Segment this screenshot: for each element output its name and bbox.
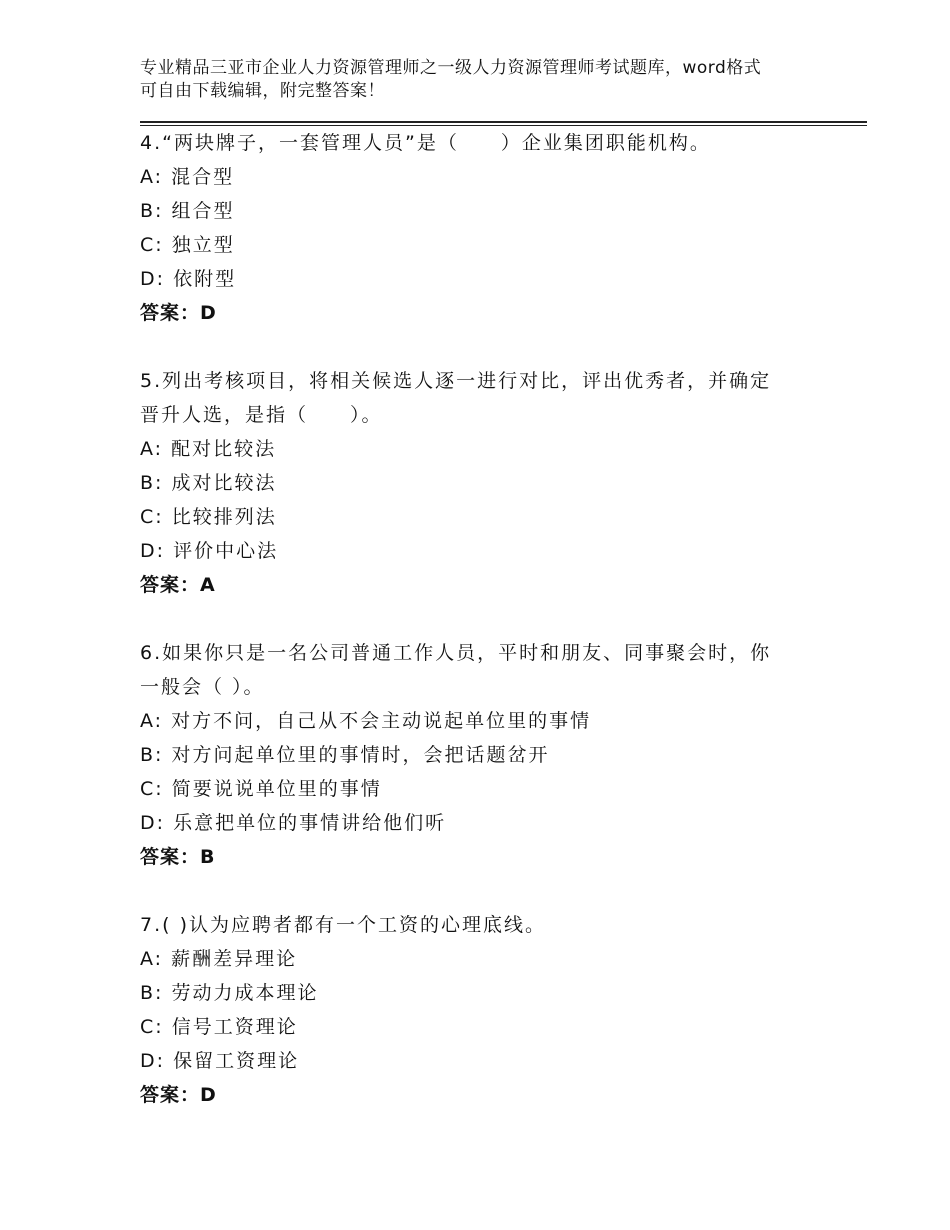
option-b: B: 成对比较法 bbox=[140, 472, 277, 494]
question-6 bbox=[140, 636, 820, 874]
option-b: B: 劳动力成本理论 bbox=[140, 982, 319, 1004]
question-text-continued: 晋升人选，是指（ ）。 bbox=[140, 404, 383, 426]
option-a: A: 配对比较法 bbox=[140, 438, 277, 460]
option-a: A: 混合型 bbox=[140, 166, 235, 188]
option-a: A: 对方不问，自己从不会主动说起单位里的事情 bbox=[140, 710, 592, 732]
answer: 答案：B bbox=[140, 846, 216, 868]
option-b: B: 组合型 bbox=[140, 200, 235, 222]
option-d: D: 保留工资理论 bbox=[140, 1050, 300, 1072]
option-d: D: 依附型 bbox=[140, 268, 237, 290]
option-a: A: 薪酬差异理论 bbox=[140, 948, 298, 970]
question-4 bbox=[140, 126, 820, 330]
option-c: C: 独立型 bbox=[140, 234, 235, 256]
question-text: 6.如果你只是一名公司普通工作人员，平时和朋友、同事聚会时，你 bbox=[140, 642, 772, 664]
question-list bbox=[140, 126, 820, 1146]
question-text-continued: 一般会（ ）。 bbox=[140, 676, 265, 698]
option-b: B: 对方问起单位里的事情时，会把话题岔开 bbox=[140, 744, 550, 766]
option-c: C: 信号工资理论 bbox=[140, 1016, 298, 1038]
header-line-2: 可自由下载编辑，附完整答案！ bbox=[140, 81, 385, 101]
option-d: D: 评价中心法 bbox=[140, 540, 279, 562]
question-text: 5.列出考核项目，将相关候选人逐一进行对比，评出优秀者，并确定 bbox=[140, 370, 772, 392]
option-d: D: 乐意把单位的事情讲给他们听 bbox=[140, 812, 447, 834]
question-5 bbox=[140, 364, 820, 602]
question-7 bbox=[140, 908, 820, 1112]
header-divider bbox=[140, 121, 867, 123]
answer: 答案：A bbox=[140, 574, 216, 596]
answer: 答案：D bbox=[140, 302, 217, 324]
answer: 答案：D bbox=[140, 1084, 217, 1106]
document-header bbox=[140, 57, 820, 103]
option-c: C: 简要说说单位里的事情 bbox=[140, 778, 382, 800]
question-text: 4.“两块牌子，一套管理人员”是（ ）企业集团职能机构。 bbox=[140, 132, 711, 154]
question-text: 7.( )认为应聘者都有一个工资的心理底线。 bbox=[140, 914, 546, 936]
option-c: C: 比较排列法 bbox=[140, 506, 277, 528]
header-line-1: 专业精品三亚市企业人力资源管理师之一级人力资源管理师考试题库，word格式 bbox=[140, 58, 762, 78]
